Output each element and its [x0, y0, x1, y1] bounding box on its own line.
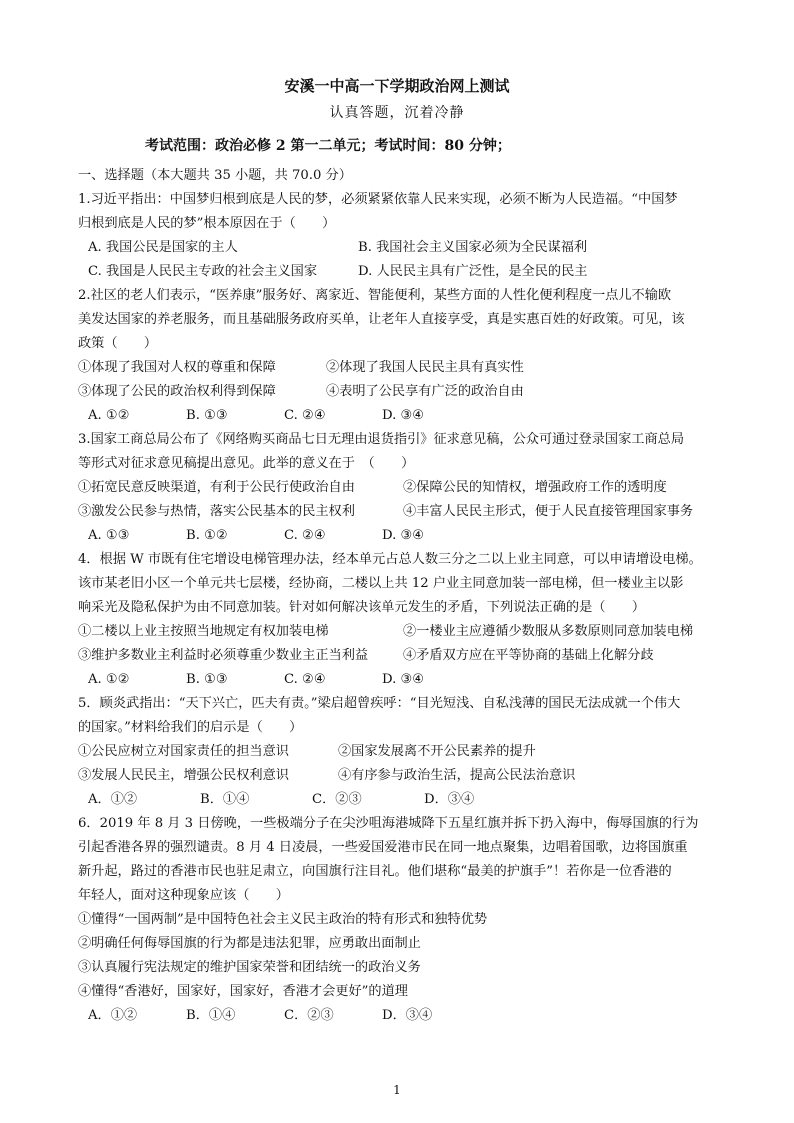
- option-row: [78, 260, 728, 284]
- statement-row: [78, 380, 728, 404]
- statement-4: ④矛盾双方应在平等协商的基础上化解分歧: [403, 648, 654, 663]
- statement-1: ①公民应树立对国家责任的担当意识: [78, 744, 289, 759]
- question-3: [78, 428, 728, 548]
- exam-content: [78, 164, 728, 1028]
- question-text: 该市某老旧小区一个单元共七层楼，经协商，二楼以上共 12 户业主同意加装一部电梯，但一楼业主以影: [78, 576, 684, 591]
- option-d: D. ③④: [382, 528, 425, 543]
- question-text: 引起香港各界的强烈谴责。8 月 4 日凌晨，一些爱国爱港市民在同一地点聚集，边唱着国歌，边将国旗重: [78, 840, 688, 855]
- exam-scope: 考试范围：政治必修 2 第一二单元；考试时间：80 分钟；: [145, 138, 511, 154]
- option-row: [78, 1004, 728, 1028]
- question-text: 年轻人，面对这种现象应该（ ）: [78, 888, 289, 903]
- option-c: C．②③: [284, 1008, 334, 1023]
- statement-2: ②体现了我国人民民主具有真实性: [326, 360, 524, 375]
- question-text: 4．根据 W 市既有住宅增设电梯管理办法，经本单元占总人数三分之二以上业主同意，可以申请增设电梯。: [78, 552, 702, 567]
- question-text: 响采光及隐私保护为由不同意加装。针对如何解决该单元发生的矛盾，下列说法正确的是（ ）: [78, 600, 646, 615]
- option-d: D．③④: [382, 1008, 433, 1023]
- statement-4: ④丰富人民民主形式，便于人民直接管理国家事务: [403, 504, 694, 519]
- statement-row: [78, 740, 728, 764]
- option-a: A．①②: [88, 1008, 138, 1023]
- question-text: 美发达国家的养老服务，而且基础服务政府买单，让老年人直接享受，真是实惠百姓的好政策。可见，该: [78, 312, 685, 327]
- option-row: [78, 524, 728, 548]
- statement-row: [78, 764, 728, 788]
- statement-1: ①二楼以上业主按照当地规定有权加装电梯: [78, 624, 329, 639]
- question-text: 的国家。”材料给我们的启示是（ ）: [78, 720, 303, 735]
- statement-3: ③激发公民参与热情，落实公民基本的民主权利: [78, 504, 355, 519]
- question-5: [78, 692, 728, 812]
- option-a: A. 我国公民是国家的主人: [88, 240, 238, 255]
- question-text: 等形式对征求意见稿提出意见。此举的意义在于 （ ）: [78, 456, 415, 471]
- question-4: [78, 548, 728, 692]
- option-b: B. ①③: [186, 672, 228, 687]
- option-a: A. ①③: [88, 528, 130, 543]
- question-text: 5．顾炎武指出：“天下兴亡，匹夫有责。”梁启超曾疾呼：“目光短浅、自私浅薄的国民无法成就一个伟大: [78, 696, 681, 711]
- statement-1: ①懂得“一国两制”是中国特色社会主义民主政治的特有形式和独特优势: [78, 912, 488, 927]
- option-c: C. 我国是人民民主专政的社会主义国家: [88, 264, 318, 279]
- option-b: B．①④: [186, 1008, 236, 1023]
- question-text: 3.国家工商总局公布了《网络购买商品七日无理由退货指引》征求意见稿，公众可通过登录国家工商总局: [78, 432, 685, 447]
- statement-3: ③维护多数业主利益时必须尊重少数业主正当利益: [78, 648, 369, 663]
- statement-4: ④表明了公民享有广泛的政治自由: [326, 384, 524, 399]
- statement-2: ②明确任何侮辱国旗的行为都是违法犯罪，应勇敢出面制止: [78, 936, 421, 951]
- option-d: D. ③④: [382, 408, 425, 423]
- page-number: 1: [393, 1083, 401, 1097]
- option-b: B. ①②: [186, 528, 228, 543]
- option-row: [78, 236, 728, 260]
- section-heading: 一、选择题（本大题共 35 小题，共 70.0 分）: [78, 168, 352, 183]
- question-text: 归根到底是人民的梦”根本原因在于（ ）: [78, 216, 336, 231]
- question-text: 1.习近平指出：中国梦归根到底是人民的梦，必须紧紧依靠人民来实现，必须不断为人民造福。“中国梦: [78, 192, 678, 207]
- statement-row: [78, 644, 728, 668]
- question-text: 政策（ ）: [78, 336, 158, 351]
- statement-row: [78, 500, 728, 524]
- option-a: A. ①②: [88, 672, 130, 687]
- option-row: [78, 404, 728, 428]
- statement-row: [78, 356, 728, 380]
- question-6: [78, 812, 728, 1028]
- question-text: 新升起，路过的香港市民也驻足肃立，向国旗行注目礼。他们堪称“最美的护旗手”！若你是一位香港的: [78, 864, 672, 879]
- statement-2: ②保障公民的知情权，增强政府工作的透明度: [403, 480, 667, 495]
- question-text: 6．2019 年 8 月 3 日傍晚，一些极端分子在尖沙咀海港城降下五星红旗并拆下扔入海中，侮辱国旗的行为: [78, 816, 699, 831]
- question-1: [78, 188, 728, 284]
- statement-3: ③发展人民民主，增强公民权利意识: [78, 768, 289, 783]
- option-c: C. ②④: [284, 408, 326, 423]
- option-c: C．②③: [312, 792, 362, 807]
- page-title: 安溪一中高一下学期政治网上测试: [284, 77, 510, 95]
- option-a: A．①②: [88, 792, 138, 807]
- option-c: C. ②④: [284, 672, 326, 687]
- statement-4: ④懂得“香港好，国家好，国家好，香港才会更好”的道理: [78, 984, 408, 999]
- option-b: B．①④: [200, 792, 250, 807]
- option-row: [78, 668, 728, 692]
- statement-row: [78, 476, 728, 500]
- option-d: D. 人民民主具有广泛性，是全民的民主: [358, 264, 588, 279]
- option-d: D. ③④: [382, 672, 425, 687]
- statement-2: ②一楼业主应遵循少数服从多数原则同意加装电梯: [403, 624, 694, 639]
- option-a: A. ①②: [88, 408, 130, 423]
- statement-3: ③体现了公民的政治权利得到保障: [78, 384, 276, 399]
- statement-4: ④有序参与政治生活，提高公民法治意识: [338, 768, 576, 783]
- option-b: B. 我国社会主义国家必须为全民谋福利: [358, 240, 588, 255]
- option-row: [78, 788, 728, 812]
- option-c: C. ②④: [284, 528, 326, 543]
- option-b: B. ①③: [186, 408, 228, 423]
- statement-2: ②国家发展离不开公民素养的提升: [338, 744, 536, 759]
- statement-row: [78, 620, 728, 644]
- question-2: [78, 284, 728, 428]
- statement-1: ①拓宽民意反映渠道，有利于公民行使政治自由: [78, 480, 355, 495]
- question-text: 2.社区的老人们表示，“医养康”服务好、离家近、智能便利，某些方面的人性化便利程度一点儿不输欧: [78, 288, 672, 303]
- option-d: D．③④: [424, 792, 475, 807]
- statement-1: ①体现了我国对人权的尊重和保障: [78, 360, 276, 375]
- page-subtitle: 认真答题，沉着冷静: [329, 105, 465, 121]
- statement-3: ③认真履行宪法规定的维护国家荣誉和团结统一的政治义务: [78, 960, 421, 975]
